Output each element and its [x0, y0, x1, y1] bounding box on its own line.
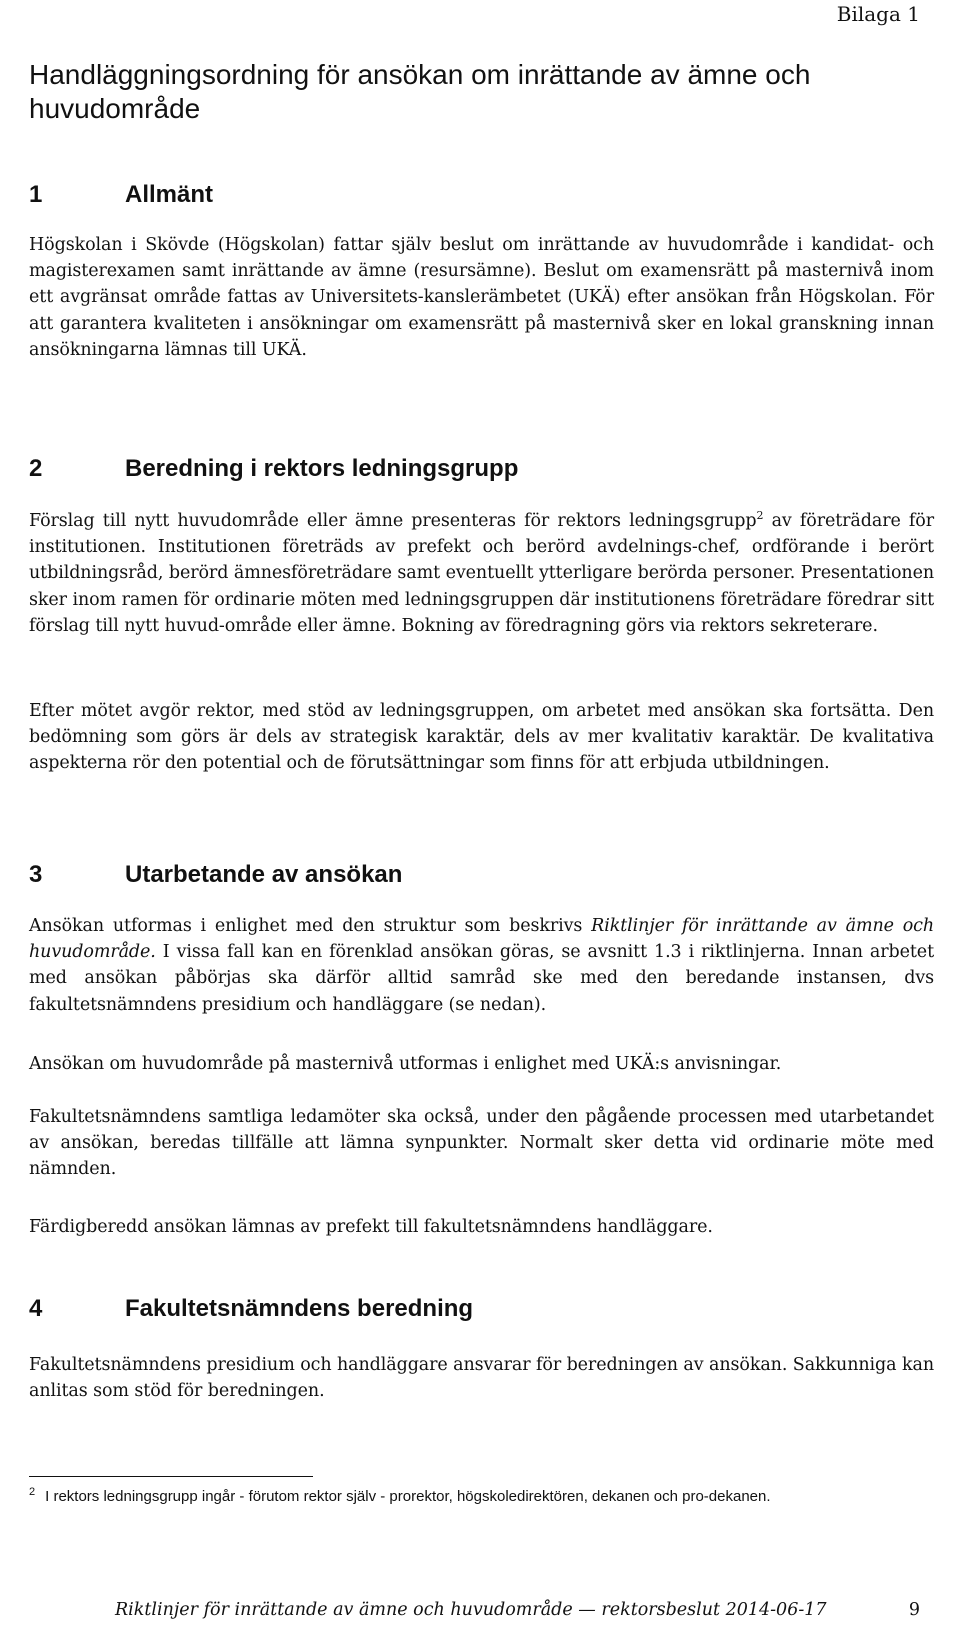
section-title: Beredning i rektors ledningsgrupp: [125, 455, 519, 482]
section-3-paragraph-2: Ansökan om huvudområde på masternivå utformas i enlighet med UKÄ:s anvisningar.: [29, 1054, 782, 1074]
footnote: [29, 1485, 934, 1509]
paragraph-text: Ansökan utformas i enlighet med den struktur som beskrivs: [29, 916, 592, 936]
paragraph-text: Förslag till nytt huvudområde eller ämne presenteras för rektors ledningsgrupp: [29, 511, 757, 531]
section-title: Utarbetande av ansökan: [125, 861, 403, 888]
section-3-paragraph-3: Fakultetsnämndens samtliga ledamöter ska också, under den pågående processen med utarbetandet av ansökan, beredas tillfälle att lämna synpunkter. Normalt sker detta vid ordinarie möte med nämnden.: [29, 1107, 934, 1180]
section-3-paragraph-1: [29, 913, 934, 1018]
section-number: 2: [29, 455, 43, 482]
footnote-mark: 2: [29, 1486, 36, 1498]
section-4-heading: [29, 1294, 934, 1324]
section-2-heading: [29, 454, 934, 484]
section-4-paragraph: Fakultetsnämndens presidium och handläggare ansvarar för beredningen av ansökan. Sakkunniga kan anlitas som stöd för beredningen.: [29, 1355, 934, 1402]
section-title: Allmänt: [125, 181, 214, 208]
guideline-title: Riktlinjer för inrättande av ämne och huvudområde.: [29, 916, 934, 963]
footnote-divider: [29, 1476, 313, 1477]
footnote-reference[interactable]: 2: [756, 509, 764, 523]
section-3-paragraph-4: Färdigberedd ansökan lämnas av prefekt till fakultetsnämndens handläggare.: [29, 1217, 713, 1237]
section-1-heading: [29, 180, 934, 210]
page-number: 9: [908, 1600, 920, 1620]
footnote-text: I rektors ledningsgrupp ingår - förutom rektor själv - prorektor, högskoledirektören, dekanen och pro-dekanen.: [45, 1488, 771, 1505]
section-2-paragraph-2: Efter mötet avgör rektor, med stöd av ledningsgruppen, om arbetet med ansökan ska fortsätta. Den bedömning som görs är dels av strategisk karaktär, dels av mer kvalitativ karaktär. De kvalitativa aspekterna rör den potential och de förutsättningar som finns för att erbjuda utbildningen.: [29, 701, 934, 774]
section-title: Fakultetsnämndens beredning: [125, 1295, 474, 1322]
section-1-paragraph: Högskolan i Skövde (Högskolan) fattar själv beslut om inrättande av huvudområde i kandidat- och magisterexamen samt inrättande av ämne (resursämne). Beslut om examensrätt på masternivå inom ett avgränsat område fattas av Universitets-kanslerämbetet (UKÄ) efter ansökan från Högskolan. För att garantera kvaliteten i ansökningar om examensrätt på masternivå sker en lokal granskning innan ansökningarna lämnas till UKÄ.: [29, 235, 934, 360]
document-title: Handläggningsordning för ansökan om inrättande av ämne och huvudområde: [29, 59, 811, 124]
paragraph-text: av företrädare för institutionen. Institutionen företräds av prefekt och berörd avdelnings-chef, ordförande i berört utbildningsråd, berörd ämnesföreträdare samt eventuellt ytterligare berörda personer. Presentationen sker inom ramen för ordinarie möten med ledningsgruppen där institutionens företrädare föredrar sitt förslag till nytt huvud-område eller ämne. Bokning av föredragning görs via rektors sekreterare.: [29, 511, 934, 636]
footer-text: Riktlinjer för inrättande av ämne och huvudområde — rektorsbeslut 2014-06-17: [115, 1600, 827, 1620]
paragraph-text: I vissa fall kan en förenklad ansökan göras, se avsnitt 1.3 i riktlinjerna. Innan arbetet med ansökan påbörjas ska därför alltid samråd ske med den beredande instansen, dvs fakultetsnämndens presidium och handläggare (se nedan).: [29, 942, 934, 1015]
section-2-paragraph-1: [29, 508, 934, 639]
header-label: Bilaga 1: [836, 2, 920, 26]
section-number: 4: [29, 1295, 43, 1322]
section-number: 3: [29, 861, 43, 888]
section-3-heading: [29, 860, 934, 890]
section-number: 1: [29, 181, 43, 208]
